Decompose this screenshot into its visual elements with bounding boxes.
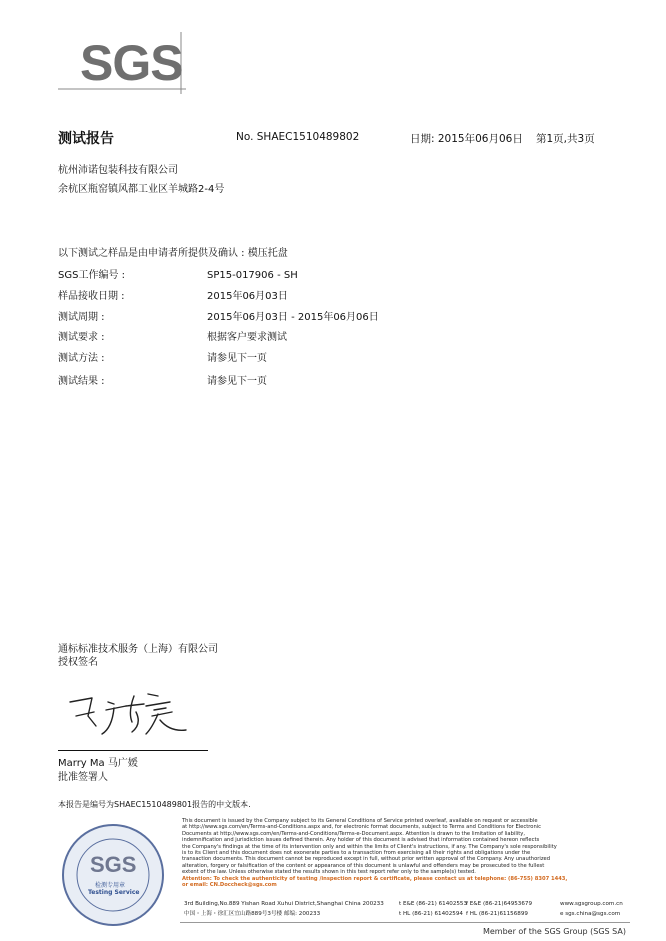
disclaimer <box>182 818 567 888</box>
disclaimer-line: is to its Client and this document does not exonerate parties to a transaction from exercising all their rights and obligations under the <box>182 850 531 857</box>
phone-hl: t HL (86-21) 61402594 <box>399 911 463 917</box>
field-label: 测试周期 : <box>58 312 105 323</box>
report-number: No. SHAEC1510489802 <box>236 131 360 143</box>
page-indicator: 第1页,共3页 <box>536 133 595 145</box>
signature-line <box>58 750 208 751</box>
footer-divider <box>180 922 630 923</box>
client-address: 余杭区瓶窑镇风都工业区羊城路2-4号 <box>58 184 225 195</box>
authorized-signature-label: 授权签名 <box>58 657 98 668</box>
fax-hl: f HL (86-21)61156899 <box>466 911 528 917</box>
report-date: 日期: 2015年06月06日 <box>410 133 523 145</box>
attention-line: Attention: To check the authenticity of testing /inspection report & certificate, please contact us at telephone: (86-755) 8307 1443, <box>182 875 568 882</box>
disclaimer-line: at http://www.sgs.com/en/Terms-and-Conditions.aspx and, for electronic format documents, subject to Terms and Conditions for Electronic <box>182 824 542 831</box>
field-value: SP15-017906 - SH <box>207 270 298 281</box>
phone-ee: t E&E (86-21) 61402553 <box>399 901 468 907</box>
field-value: 2015年06月03日 - 2015年06月06日 <box>207 312 379 323</box>
disclaimer-line: the Company's findings at the time of its intervention only and within the limits of Client's instructions, if any. The Company's sole responsibility <box>182 843 557 850</box>
field-value: 2015年06月03日 <box>207 291 288 302</box>
seal-sub: Testing Service <box>88 889 140 896</box>
seal-caption: 检测专用章 <box>95 882 126 889</box>
disclaimer-line: extent of the law. Unless otherwise stated the results shown in this test report refer only to the sample(s) tested. <box>182 869 476 876</box>
logo-text: SGS <box>80 35 183 91</box>
disclaimer-line: alteration, forgery or falsification of the content or appearance of this document is unlawful and offenders may be prosecuted to the fullest <box>182 862 545 869</box>
signer-role: 批准签署人 <box>58 772 108 783</box>
field-value: 根据客户要求测试 <box>207 332 287 343</box>
client-name: 杭州沛诺包装科技有限公司 <box>58 165 178 176</box>
field-label: 测试要求 : <box>58 332 105 343</box>
member-line: Member of the SGS Group (SGS SA) <box>482 927 626 936</box>
address-english: 3rd Building,No.889 Yishan Road Xuhui District,Shanghai China 200233 <box>184 901 384 907</box>
field-value: 请参见下一页 <box>207 353 267 364</box>
seal-text: SGS <box>90 852 137 877</box>
disclaimer-line: transaction documents. This document cannot be reproduced except in full, without prior written approval of the Company. Any unauthorized <box>182 856 551 863</box>
attention-email: or email: CN.Doccheck@sgs.com <box>182 882 277 889</box>
field-label: SGS工作编号 : <box>58 270 125 281</box>
signing-company: 通标标准技术服务（上海）有限公司 <box>58 644 218 655</box>
field-label: 样品接收日期 : <box>58 291 125 302</box>
address-chinese: 中国・上海・徐汇区宜山路889号3号楼 邮编: 200233 <box>184 911 321 917</box>
report-title: 测试报告 <box>58 131 114 147</box>
field-label: 测试方法 : <box>58 353 105 364</box>
email: e sgs.china@sgs.com <box>560 911 621 917</box>
field-value: 请参见下一页 <box>207 376 267 387</box>
fax-ee: f E&E (86-21)64953679 <box>466 901 533 907</box>
disclaimer-line: This document is issued by the Company subject to its General Conditions of Service printed overleaf, available on request or accessible <box>182 818 538 824</box>
handwritten-signature <box>62 682 192 742</box>
website: www.sgsgroup.com.cn <box>560 901 623 907</box>
version-note: 本报告是编号为SHAEC1510489801报告的中文版本. <box>58 800 251 809</box>
field-label: 测试结果 : <box>58 376 105 387</box>
sample-intro: 以下测试之样品是由申请者所提供及确认 : 模压托盘 <box>58 248 288 259</box>
disclaimer-line: Documents at http://www.sgs.com/en/Terms-and-Conditions/Terms-e-Document.aspx. Attention is drawn to the limitation of liability, <box>182 830 525 837</box>
signer-name: Marry Ma 马广媛 <box>58 758 138 769</box>
disclaimer-line: indemnification and jurisdiction issues defined therein. Any holder of this document is advised that information contained hereon reflects <box>182 837 540 844</box>
